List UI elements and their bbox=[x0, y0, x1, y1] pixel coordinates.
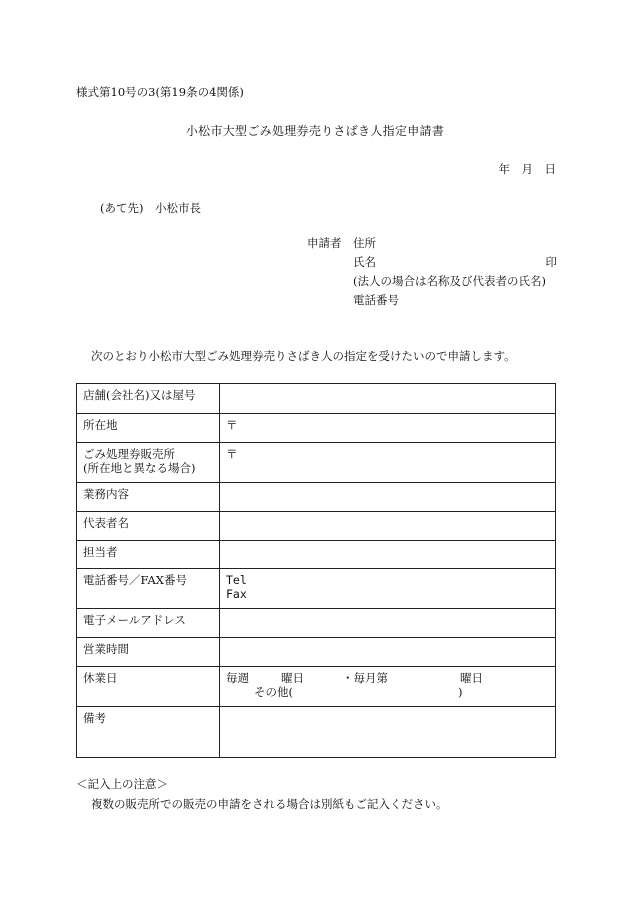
table-row bbox=[77, 443, 556, 483]
shop-name-label: 店舗(会社名)又は屋号 bbox=[77, 384, 220, 414]
email-label: 電子メールアドレス bbox=[77, 609, 220, 638]
other-open: その他( bbox=[254, 685, 293, 700]
fax-label: Fax bbox=[226, 587, 247, 602]
weekday-label-2: 曜日 bbox=[460, 671, 483, 685]
remarks-label: 備考 bbox=[77, 707, 220, 758]
seal-mark: 印 bbox=[545, 255, 557, 269]
table-row bbox=[77, 512, 556, 541]
phone-label: 電話番号 bbox=[353, 293, 399, 307]
remarks-field[interactable] bbox=[220, 707, 556, 758]
tel-label: Tel bbox=[226, 573, 247, 587]
sales-office-label-line1: ごみ処理券販売所 bbox=[83, 447, 175, 461]
weekday-label: 曜日 bbox=[281, 671, 304, 685]
business-field[interactable] bbox=[220, 483, 556, 512]
notes-body: 複数の販売所での販売の申請をされる場合は別紙もご記入ください。 bbox=[91, 797, 448, 811]
corporate-note: (法人の場合は名称及び代表者の氏名) bbox=[353, 274, 546, 288]
table-row bbox=[77, 609, 556, 638]
representative-label: 代表者名 bbox=[77, 512, 220, 541]
address-label: 住所 bbox=[353, 236, 376, 250]
applicant-block bbox=[307, 236, 557, 316]
phone-fax-field[interactable] bbox=[220, 569, 556, 609]
table-row bbox=[77, 638, 556, 667]
postal-mark: 〒 bbox=[226, 447, 238, 461]
name-label: 氏名 bbox=[353, 255, 376, 269]
table-row bbox=[77, 414, 556, 443]
location-field[interactable] bbox=[220, 414, 556, 443]
weekly-label: 毎週 bbox=[226, 671, 249, 685]
postal-mark: 〒 bbox=[226, 418, 238, 432]
holidays-label: 休業日 bbox=[77, 667, 220, 707]
form-number: 様式第10号の3(第19条の4関係) bbox=[76, 85, 244, 99]
table-row bbox=[77, 569, 556, 609]
addressee: (あて先) 小松市長 bbox=[100, 201, 201, 215]
table-row bbox=[77, 384, 556, 414]
email-field[interactable] bbox=[220, 609, 556, 638]
application-statement: 次のとおり小松市大型ごみ処理券売りさばき人の指定を受けたいので申請します。 bbox=[91, 349, 516, 363]
table-row bbox=[77, 707, 556, 758]
representative-field[interactable] bbox=[220, 512, 556, 541]
application-table bbox=[76, 383, 556, 758]
table-row bbox=[77, 667, 556, 707]
applicant-label: 申請者 bbox=[307, 236, 342, 250]
hours-label: 営業時間 bbox=[77, 638, 220, 667]
shop-name-field[interactable] bbox=[220, 384, 556, 414]
phone-fax-label: 電話番号／FAX番号 bbox=[77, 569, 220, 609]
monthly-label: ・毎月第 bbox=[342, 671, 388, 685]
holidays-field[interactable] bbox=[220, 667, 556, 707]
table-row bbox=[77, 541, 556, 569]
table-row bbox=[77, 483, 556, 512]
sales-office-label bbox=[77, 443, 220, 483]
other-close: ) bbox=[458, 685, 463, 700]
document-title: 小松市大型ごみ処理券売りさばき人指定申請書 bbox=[185, 124, 445, 138]
hours-field[interactable] bbox=[220, 638, 556, 667]
notes-heading: ＜記入上の注意＞ bbox=[76, 777, 168, 791]
sales-office-field[interactable] bbox=[220, 443, 556, 483]
contact-person-label: 担当者 bbox=[77, 541, 220, 569]
sales-office-label-line2: (所在地と異なる場合) bbox=[83, 461, 196, 476]
location-label: 所在地 bbox=[77, 414, 220, 443]
business-label: 業務内容 bbox=[77, 483, 220, 512]
date-fields: 年 月 日 bbox=[498, 162, 556, 176]
contact-person-field[interactable] bbox=[220, 541, 556, 569]
